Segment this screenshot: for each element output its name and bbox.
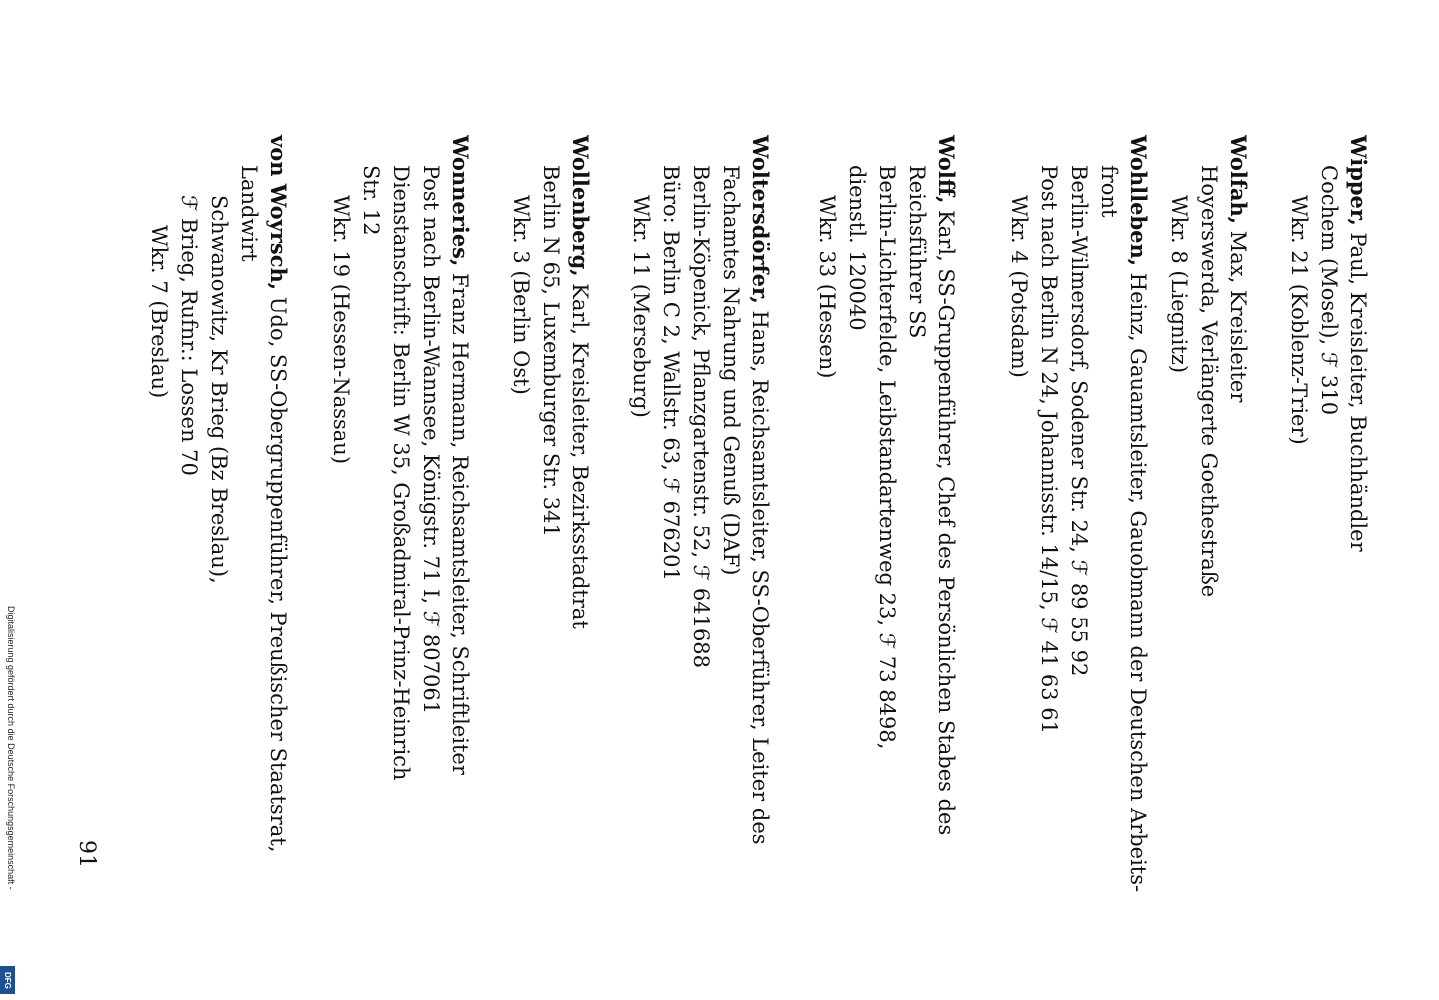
entry-line bbox=[1339, 135, 1369, 552]
entry-text: Fachamtes Nahrung und Genuß (DAF) bbox=[719, 165, 743, 576]
entry-text: Schwanowitz, Kr Brieg (Bz Breslau), bbox=[207, 195, 231, 584]
entry-text: Dienstanschrift: Berlin W 35, Großadmiral-Prinz-Heinrich bbox=[389, 165, 413, 781]
entry-line bbox=[1159, 195, 1189, 373]
entry-text: Hans, Reichsamtsleiter, SS-Oberführer, Leiter des bbox=[748, 303, 772, 845]
entry-line bbox=[1119, 135, 1149, 892]
entry-text: Berlin-Lichterfelde, Leibstandartenweg 23, ℱ 73 8498, bbox=[875, 165, 899, 750]
entry-line bbox=[441, 135, 471, 775]
entry-name: von Woyrsch, bbox=[266, 135, 291, 291]
entry-text: front bbox=[1097, 165, 1121, 218]
entry-line bbox=[1309, 165, 1339, 415]
entry-line bbox=[259, 135, 289, 852]
entry-text: Post nach Berlin-Wannsee, Königstr. 71 I, ℱ 807061 bbox=[419, 165, 443, 715]
entry-line bbox=[139, 225, 169, 398]
entry-line bbox=[501, 195, 531, 395]
page-number: 91 bbox=[74, 840, 99, 868]
entry-line bbox=[897, 165, 927, 338]
entry-text: Wkr. 7 (Breslau) bbox=[147, 225, 171, 399]
entry-line bbox=[169, 195, 199, 476]
entry-text: Heinz, Gauamtsleiter, Gauobmann der Deutschen Arbeits- bbox=[1126, 266, 1150, 893]
entry-text: Cochem (Mosel), ℱ 310 bbox=[1317, 165, 1341, 416]
entry-text: Wkr. 3 (Berlin Ost) bbox=[509, 195, 533, 395]
entry-line bbox=[837, 165, 867, 331]
entry-line bbox=[199, 195, 229, 584]
entry-text: Udo, SS-Obergruppenführer, Preußischer Staatsrat, bbox=[266, 290, 290, 853]
entry-text: Landwirt bbox=[237, 165, 261, 262]
entry-text: Wkr. 19 (Hessen-Nassau) bbox=[329, 195, 353, 465]
entry-line bbox=[351, 165, 381, 236]
entry-name: Wollenberg, bbox=[568, 135, 593, 277]
entry-line bbox=[999, 195, 1029, 378]
entry-text: Karl, SS-Gruppenführer, Chef des Persönlichen Stabes des bbox=[934, 203, 958, 836]
entry-line bbox=[1279, 195, 1309, 445]
entry-line bbox=[867, 165, 897, 749]
entry-line bbox=[1029, 165, 1059, 734]
entry-text: Karl, Kreisleiter, Bezirksstadtrat bbox=[568, 276, 592, 629]
entry-text: Büro: Berlin C 2, Wallstr. 63, ℱ 676201 bbox=[659, 165, 683, 581]
entry-name: Wohlleben, bbox=[1126, 135, 1151, 267]
entry-text: Hoyerswerda, Verlängerte Goethestraße bbox=[1197, 165, 1221, 598]
entry-text: Franz Hermann, Reichsamtsleiter, Schriftleiter bbox=[448, 266, 472, 775]
entry-line bbox=[711, 165, 741, 575]
entry-text: dienstl. 120040 bbox=[845, 165, 869, 331]
entry-line bbox=[229, 165, 259, 262]
entry-text: Berlin-Wilmersdorf, Sodener Str. 24, ℱ 89 55 92 bbox=[1067, 165, 1091, 677]
entry-text: Post nach Berlin N 24, Johannisstr. 14/15, ℱ 41 63 61 bbox=[1037, 165, 1061, 734]
entry-text: Str. 12 bbox=[359, 165, 383, 236]
entry-text: Wkr. 11 (Merseburg) bbox=[629, 195, 653, 418]
entry-text: Berlin-Köpenick, Pflanzgartenstr. 52, ℱ 641688 bbox=[689, 165, 713, 669]
entry-line bbox=[621, 195, 651, 418]
entry-line bbox=[807, 195, 837, 378]
entry-name: Wipper, bbox=[1346, 135, 1371, 226]
funding-note: Digitalisierung gefördert durch die Deutsche Forschungsgemeinschaft - bbox=[6, 606, 16, 890]
entry-text: Paul, Kreisleiter, Buchhändler bbox=[1346, 225, 1370, 552]
entry-text: Max, Kreisleiter bbox=[1226, 224, 1250, 403]
entry-text: Wkr. 8 (Liegnitz) bbox=[1167, 195, 1191, 374]
entry-text: Reichsführer SS bbox=[905, 165, 929, 339]
entry-line bbox=[1059, 165, 1089, 676]
entry-text: Wkr. 21 (Koblenz-Trier) bbox=[1287, 195, 1311, 445]
entry-name: Wolfah, bbox=[1226, 135, 1251, 225]
entry-text: ℱ Brieg, Rufnr.: Lossen 70 bbox=[177, 195, 201, 476]
entry-text: Wkr. 4 (Potsdam) bbox=[1007, 195, 1031, 378]
entry-name: Woltersdörfer, bbox=[748, 135, 773, 304]
entry-text: Berlin N 65, Luxemburger Str. 341 bbox=[539, 165, 563, 537]
entry-line bbox=[927, 135, 957, 835]
entry-line bbox=[411, 165, 441, 714]
entry-line bbox=[381, 165, 411, 780]
entry-line bbox=[321, 195, 351, 464]
entry-line bbox=[561, 135, 591, 629]
entry-text: Wkr. 33 (Hessen) bbox=[815, 195, 839, 379]
dfg-logo: DFG bbox=[0, 966, 15, 994]
entry-line bbox=[651, 165, 681, 581]
entry-line bbox=[531, 165, 561, 537]
entry-line bbox=[1189, 165, 1219, 597]
entry-line bbox=[1219, 135, 1249, 402]
entry-line bbox=[1089, 165, 1119, 217]
entry-line bbox=[681, 165, 711, 668]
entry-line bbox=[741, 135, 771, 845]
entry-name: Wolff, bbox=[934, 135, 959, 204]
entry-name: Wonneries, bbox=[448, 135, 473, 267]
